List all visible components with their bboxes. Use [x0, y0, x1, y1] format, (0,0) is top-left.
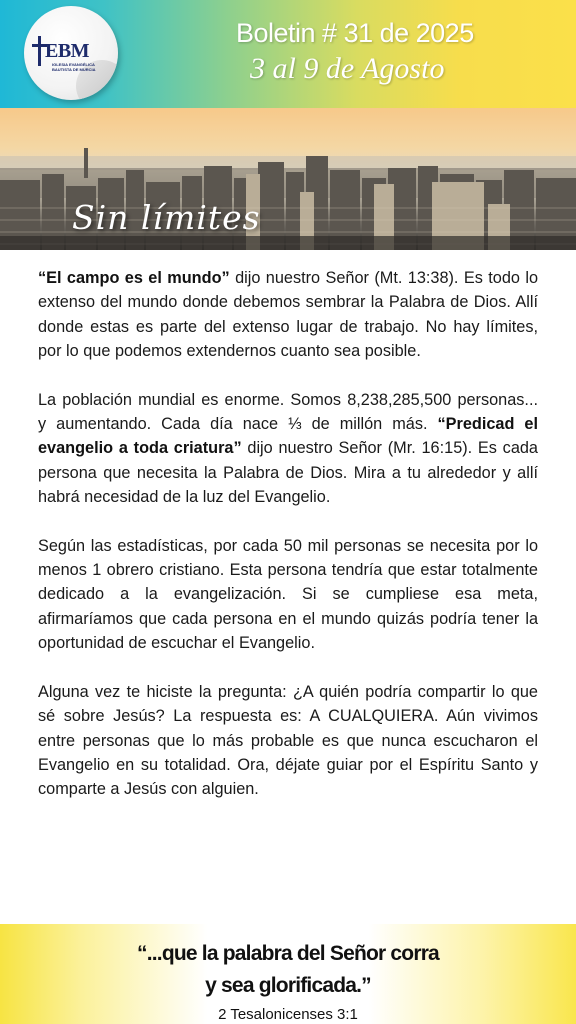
- hero-title: Sin límites: [72, 198, 261, 237]
- paragraph-3: Según las estadísticas, por cada 50 mil personas se necesita por lo menos 1 obrero cristiano. Esta persona tendría que estar totalmente dedicado a la evangelización. Si se cumpliese esa meta, afirmaríamos que cada persona en el mundo quizás podría tener la oportunidad de escuchar el Evangelio.: [38, 536, 538, 653]
- logo-subtitle: IGLESIA EVANGÉLICA BAUTISTA DE MURCIA: [52, 62, 96, 72]
- logo-text: EBM: [45, 40, 90, 62]
- bulletin-dates: 3 al 9 de Agosto: [250, 52, 445, 85]
- quote-mark: “Predicad el evangelio a toda criatura”: [38, 415, 538, 458]
- paragraph-2: [38, 388, 538, 510]
- footer-verse: [0, 924, 576, 1024]
- paragraph-1: [38, 266, 538, 364]
- church-logo: [24, 6, 118, 100]
- article-body: [38, 266, 538, 826]
- quote-matthew: “El campo es el mundo”: [38, 269, 230, 287]
- verse-line-2: y sea glorificada.”: [205, 974, 371, 997]
- cross-icon: [38, 36, 41, 66]
- bulletin-title: Boletin # 31 de 2025: [236, 18, 474, 48]
- header-banner: [0, 0, 576, 108]
- paragraph-1-text: dijo nuestro Señor (Mt. 13:38). Es todo lo extenso del mundo donde debemos sembrar la Palabra de Dios. Allí donde estas es parte del extenso lugar de trabajo. No hay límites, por lo que podemos extendernos cuanto sea posible.: [38, 269, 538, 361]
- verse-reference: 2 Tesalonicenses 3:1: [218, 1006, 358, 1023]
- city-skyline-image: [0, 108, 576, 250]
- verse-line-1: “...que la palabra del Señor corra: [137, 942, 439, 965]
- paragraph-2-text: dijo nuestro Señor (Mr. 16:15). Es cada persona que necesita la Palabra de Dios. Mira a tu alrededor y allí habrá necesidad de la luz del Evangelio.: [38, 439, 538, 507]
- paragraph-2-intro: La población mundial es enorme. Somos 8,238,285,500 personas... y aumentando. Cada día nace ⅓ de millón más.: [38, 390, 538, 434]
- paragraph-4: Alguna vez te hiciste la pregunta: ¿A quién podría compartir lo que sé sobre Jesús? La respuesta es: A CUALQUIERA. Aún vivimos entre personas que lo más probable es que nunca escucharon el Evangelio en su totalidad. Ora, déjate guiar por el Espíritu Santo y comparte a Jesús con alguien.: [38, 682, 538, 799]
